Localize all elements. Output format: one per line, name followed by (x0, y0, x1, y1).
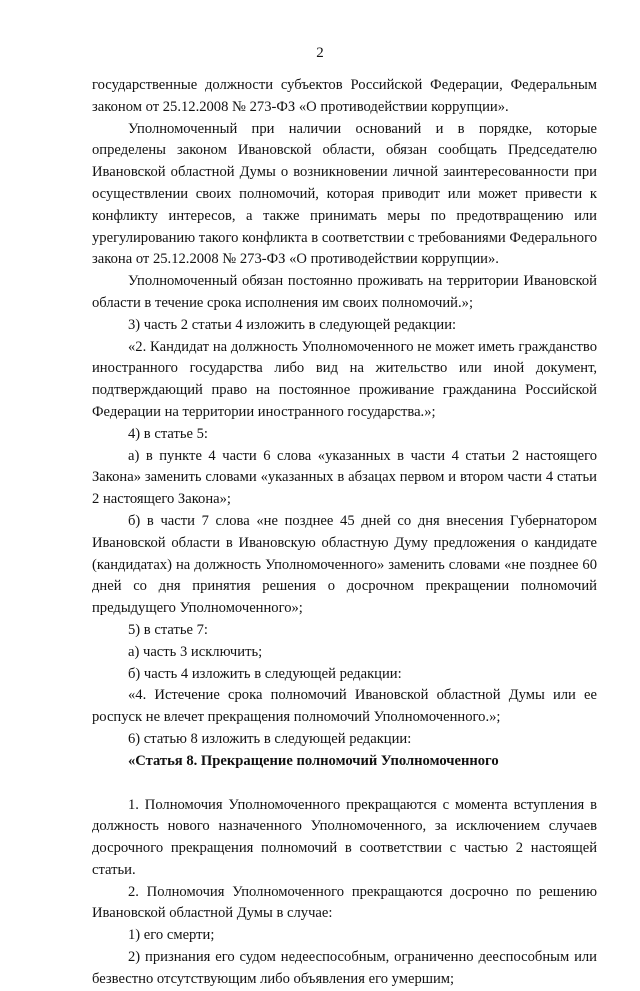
paragraph-7: а) в пункте 4 части 6 слова «указанных в части 4 статьи 2 настоящего Закона» заменить словами «указанных в абзацах первом и втором части 4 статьи 2 настоящего Закона»; (92, 447, 597, 508)
article-heading: «Статья 8. Прекращение полномочий Уполномоченного (128, 752, 499, 769)
paragraph-11: б) часть 4 изложить в следующей редакции: (128, 665, 402, 682)
paragraph-4: 3) часть 2 статьи 4 изложить в следующей редакции: (128, 316, 457, 333)
paragraph-16: 2. Полномочия Уполномоченного прекращаются досрочно по решению Ивановской областной Думы в случае: (92, 883, 597, 922)
paragraph-3: Уполномоченный обязан постоянно проживать на территории Ивановской области в течение срока исполнения им своих полномочий.»; (92, 273, 597, 311)
paragraph-8: б) в части 7 слова «не позднее 45 дней со дня внесения Губернатором Ивановской области в Ивановскую областную Думу предложения о кандидате (кандидатах) на должность Уполномоченного» заменить словами «не позднее 60 дней со дня принятия решения о досрочном прекращении полномочий предыдущего Уполномоченного»; (92, 512, 597, 617)
paragraph-2: Уполномоченный при наличии оснований и в порядке, которые определены законом Ивановской области, обязан сообщать Председателю Ивановской областной Думы о возникновении личной заинтересованности при осуществлении своих полномочий, которая приводит или может привести к конфликту интересов, а также принимать меры по предотвращению или урегулированию такого конфликта в соответствии с требованиями Федерального закона от 25.12.2008 № 273-ФЗ «О противодействии коррупции». (92, 120, 597, 268)
paragraph-13: 6) статью 8 изложить в следующей редакции: (128, 730, 412, 747)
paragraph-10: а) часть 3 исключить; (128, 643, 263, 660)
paragraph-6: 4) в статье 5: (128, 425, 208, 442)
paragraph-15: 1. Полномочия Уполномоченного прекращаются с момента вступления в должность нового назначенного Уполномоченного, за исключением случаев досрочного прекращения полномочий в соответствии с частью 2 настоящей статьи. (92, 796, 597, 878)
paragraph-9: 5) в статье 7: (128, 621, 208, 638)
paragraph-5: «2. Кандидат на должность Уполномоченного не может иметь гражданство иностранного государства либо вид на жительство или иной документ, подтверждающий право на постоянное проживание гражданина Российской Федерации на территории иностранного государства.»; (92, 338, 597, 420)
page-number: 2 (316, 45, 324, 61)
paragraph-18: 2) признания его судом недееспособным, ограниченно дееспособным или безвестно отсутствующим либо объявления его умершим; (92, 949, 597, 987)
paragraph-12: «4. Истечение срока полномочий Ивановской областной Думы или ее роспуск не влечет прекращения полномочий Уполномоченного.»; (92, 687, 597, 726)
document-body (92, 75, 597, 991)
paragraph-17: 1) его смерти; (128, 927, 215, 944)
paragraph-1: государственные должности субъектов Российской Федерации, Федеральным законом от 25.12.2008 № 273-ФЗ «О противодействии коррупции». (92, 77, 597, 115)
